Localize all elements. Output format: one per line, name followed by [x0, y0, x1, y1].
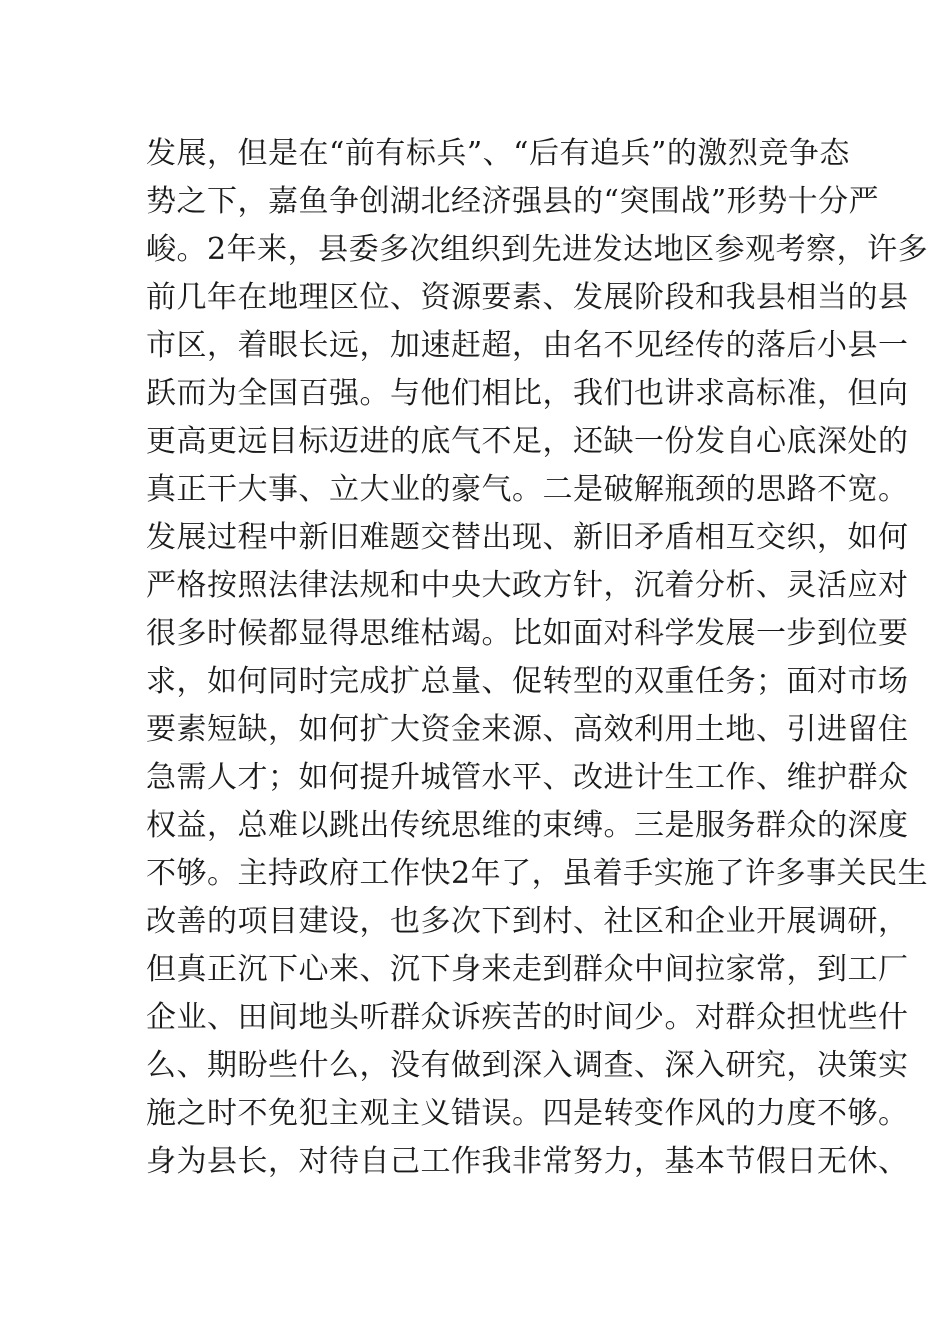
text-line: 但真正沉下心来、沉下身来走到群众中间拉家常，到工厂: [146, 952, 909, 987]
text-line: 企业、田间地头听群众诉疾苦的时间少。对群众担忧些什: [146, 1000, 909, 1035]
text-line: 峻。2年来，县委多次组织到先进发达地区参观考察，许多: [146, 232, 929, 267]
text-line: 跃而为全国百强。与他们相比，我们也讲求高标准，但向: [146, 376, 909, 411]
text-line: 很多时候都显得思维枯竭。比如面对科学发展一步到位要: [146, 616, 909, 651]
text-line: 要素短缺，如何扩大资金来源、高效利用土地、引进留住: [146, 712, 909, 747]
text-line: 发展过程中新旧难题交替出现、新旧矛盾相互交织，如何: [146, 520, 909, 555]
body-text: [146, 130, 929, 1186]
text-line: 更高更远目标迈进的底气不足，还缺一份发自心底深处的: [146, 424, 909, 459]
text-line: 真正干大事、立大业的豪气。二是破解瓶颈的思路不宽。: [146, 472, 909, 507]
text-line: 身为县长，对待自己工作我非常努力，基本节假日无休、: [146, 1144, 909, 1179]
text-line: 么、期盼些什么，没有做到深入调查、深入研究，决策实: [146, 1048, 909, 1083]
text-line: 不够。主持政府工作快2年了，虽着手实施了许多事关民生: [146, 856, 929, 891]
text-line: 急需人才；如何提升城管水平、改进计生工作、维护群众: [146, 760, 909, 795]
text-line: 求，如何同时完成扩总量、促转型的双重任务；面对市场: [146, 664, 909, 699]
text-line: 施之时不免犯主观主义错误。四是转变作风的力度不够。: [146, 1096, 909, 1131]
text-line: 严格按照法律法规和中央大政方针，沉着分析、灵活应对: [146, 568, 909, 603]
text-line: 改善的项目建设，也多次下到村、社区和企业开展调研，: [146, 904, 909, 939]
text-line: 前几年在地理区位、资源要素、发展阶段和我县相当的县: [146, 280, 909, 315]
text-line: 势之下，嘉鱼争创湖北经济强县的“突围战”形势十分严: [146, 184, 880, 219]
text-line: 权益，总难以跳出传统思维的束缚。三是服务群众的深度: [146, 808, 909, 843]
text-line: 市区，着眼长远，加速赶超，由名不见经传的落后小县一: [146, 328, 909, 363]
text-line: 发展，但是在“前有标兵”、“后有追兵”的激烈竞争态: [146, 136, 850, 171]
